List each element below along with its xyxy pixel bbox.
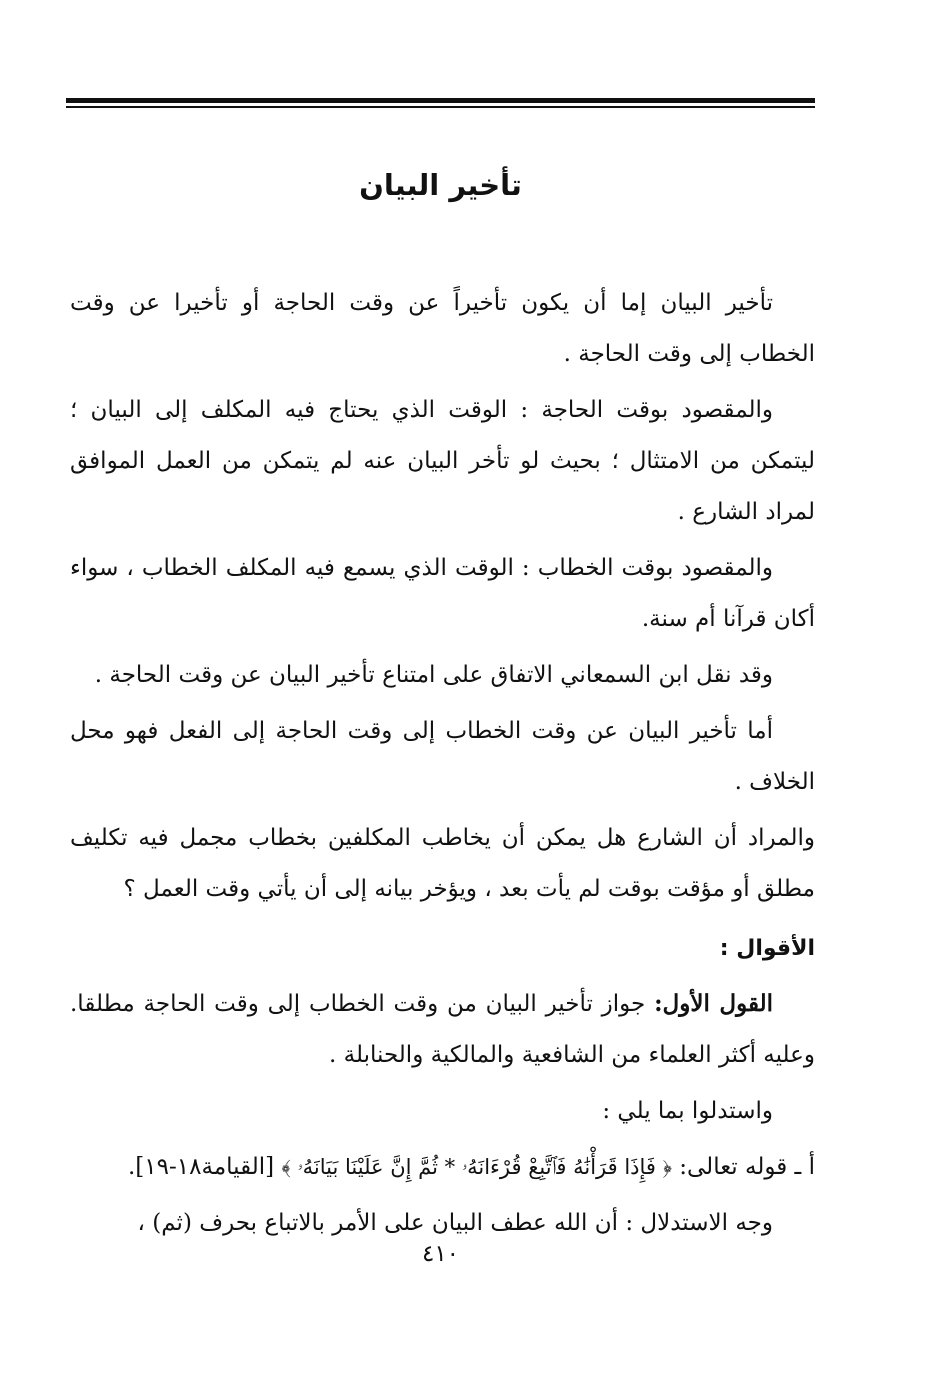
evidence-a-prefix: قوله تعالى:	[671, 1154, 795, 1180]
header-rule-thick	[66, 98, 815, 103]
evidence-intro: واستدلوا بما يلي :	[602, 1098, 773, 1124]
paragraph-definition: تأخير البيان إما أن يكون تأخيراً عن وقت الحاجة أو تأخيرا عن وقت الخطاب إلى وقت الحاجة .	[70, 290, 815, 367]
first-opinion-text: جواز تأخير البيان من وقت الخطاب إلى وقت الحاجة مطلقا. وعليه أكثر العلماء من الشافعية والمالكية والحنابلة .	[70, 991, 815, 1068]
verse-reference: [القيامة١٨-١٩].	[128, 1154, 282, 1180]
section-title: تأخير البيان	[359, 168, 522, 202]
body-text	[70, 278, 815, 1254]
paragraph-meaning: والمراد أن الشارع هل يمكن أن يخاطب المكلفين بخطاب مجمل فيه تكليف مطلق أو مؤقت بوقت لم يأت بعد ، ويؤخر بيانه إلى أن يأتي وقت العمل ؟	[70, 825, 815, 902]
evidence-a	[70, 1142, 815, 1193]
evidence-a-marker: أ ـ	[794, 1154, 815, 1180]
opinions-heading: الأقوال :	[719, 936, 815, 961]
page-number: ٤١٠	[421, 1241, 460, 1267]
paragraph-disagreement: أما تأخير البيان عن وقت الخطاب إلى وقت الحاجة إلى الفعل فهو محل الخلاف .	[70, 718, 815, 795]
paragraph-consensus: وقد نقل ابن السمعاني الاتفاق على امتناع تأخير البيان عن وقت الحاجة .	[94, 662, 773, 688]
quran-verse: ﴿ فَإِذَا قَرَأْنَٰهُ فَٱتَّبِعْ قُرْءَانَهُۥ * ثُمَّ إِنَّ عَلَيْنَا بَيَانَهُۥ ﴾	[281, 1155, 672, 1179]
first-opinion	[70, 978, 815, 1081]
paragraph-need-time: والمقصود بوقت الحاجة : الوقت الذي يحتاج فيه المكلف إلى البيان ؛ ليتمكن من الامتثال ؛ بحيث لو تأخر البيان عنه لم يتمكن من العمل الموافق لمراد الشارع .	[70, 397, 815, 525]
header-rule-thin	[66, 106, 815, 108]
paragraph-address-time: والمقصود بوقت الخطاب : الوقت الذي يسمع فيه المكلف الخطاب ، سواء أكان قرآنا أم سنة.	[70, 555, 815, 632]
evidence-reasoning: وجه الاستدلال : أن الله عطف البيان على الأمر بالاتباع بحرف (ثم) ،	[137, 1210, 773, 1236]
first-opinion-label: القول الأول:	[654, 990, 773, 1017]
